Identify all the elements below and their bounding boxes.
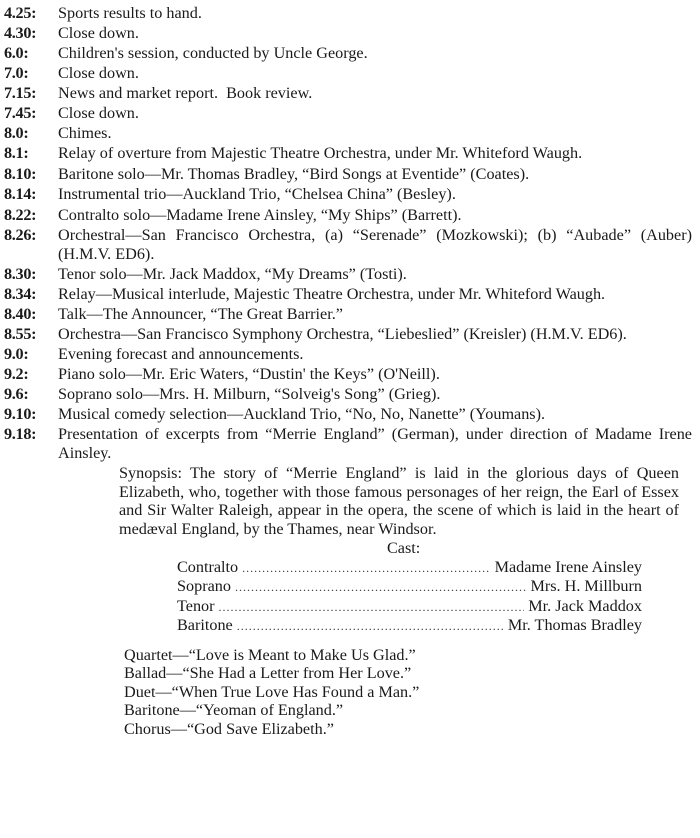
entry-text: News and market report. Book review.: [58, 84, 313, 102]
schedule-entry: [4, 144, 694, 163]
cast-role: Baritone: [177, 616, 233, 634]
schedule-entry: [4, 385, 694, 404]
musical-number: Baritone—“Yeoman of England.”: [124, 701, 344, 719]
musical-number: Duet—“When True Love Has Found a Man.”: [124, 682, 420, 701]
entry-time: 6.0:: [4, 44, 29, 62]
entry-time: 8.26:: [4, 226, 37, 244]
schedule-entry: [4, 325, 694, 344]
schedule-entry: [4, 365, 694, 384]
schedule-entry: [4, 345, 694, 364]
cast-row: [177, 558, 642, 578]
programme-listing: [4, 4, 694, 738]
entry-text: Close down.: [58, 64, 139, 82]
entry-time: 8.14:: [4, 185, 37, 203]
entry-text: Soprano solo—Mrs. H. Milburn, “Solveig's Song” (Grieg).: [58, 384, 441, 403]
schedule-entry: [4, 64, 694, 83]
cast-title: Cast:: [387, 539, 421, 557]
entry-text: Instrumental trio—Auckland Trio, “Chelsea China” (Besley).: [58, 185, 456, 203]
entry-time: 8.22:: [4, 205, 37, 224]
entry-time: 9.2:: [4, 364, 29, 383]
entry-time: 4.30:: [4, 24, 37, 42]
schedule-entry: [4, 206, 694, 225]
entry-text: Orchestra—San Francisco Symphony Orchestra, “Liebeslied” (Kreisler) (H.M.V. ED6).: [58, 324, 627, 343]
leader-dots: [219, 598, 525, 617]
entry-time: 8.34:: [4, 284, 37, 303]
schedule-entry: [4, 185, 694, 204]
schedule-entry: [4, 305, 694, 324]
entry-time: 9.18:: [4, 425, 37, 443]
cast-name: Mrs. H. Millburn: [530, 577, 642, 595]
schedule-entry: [4, 165, 694, 184]
cast-name: Madame Irene Ainsley: [494, 557, 642, 576]
entry-text: Orchestral—San Francisco Orchestra, (a) “Serenade” (Mozkowski); (b) “Aubade” (Auber) (H.M.V. ED6).: [58, 226, 692, 263]
schedule-entry: [4, 285, 694, 304]
entry-time: 8.55:: [4, 324, 37, 343]
entry-time: 7.15:: [4, 84, 37, 102]
entry-text: Close down.: [58, 104, 139, 122]
leader-dots: [235, 578, 527, 597]
entry-time: 8.40:: [4, 304, 37, 323]
schedule-entry: [4, 124, 694, 143]
cast-list: [177, 558, 642, 636]
entry-text: Children's session, conducted by Uncle George.: [58, 44, 368, 62]
musical-number: Quartet—“Love is Meant to Make Us Glad.”: [124, 645, 416, 664]
cast-row: [177, 577, 642, 597]
entry-time: 7.0:: [4, 64, 29, 82]
entry-time: 8.30:: [4, 264, 37, 283]
schedule-entry: [4, 24, 694, 43]
entry-time: 7.45:: [4, 104, 37, 122]
leader-dots: [237, 617, 504, 636]
cast-row: [177, 616, 642, 636]
entry-text: Musical comedy selection—Auckland Trio, “No, No, Nanette” (Youmans).: [58, 404, 546, 423]
entry-text: Piano solo—Mr. Eric Waters, “Dustin' the Keys” (O'Neill).: [58, 364, 440, 383]
entry-time: 9.10:: [4, 404, 37, 423]
schedule-entry: [4, 265, 694, 284]
musical-numbers: [124, 646, 694, 739]
cast-role: Tenor: [177, 596, 215, 615]
cast-row: [177, 597, 642, 617]
entry-text: Chimes.: [58, 124, 112, 142]
entry-text: Evening forecast and announcements.: [58, 344, 304, 363]
entry-text: Talk—The Announcer, “The Great Barrier.”: [58, 304, 343, 323]
entry-time: 9.6:: [4, 384, 29, 403]
schedule-entry: [4, 84, 694, 103]
schedule-entry: [4, 104, 694, 123]
entry-text: Close down.: [58, 24, 139, 42]
cast-name: Mr. Thomas Bradley: [507, 616, 642, 634]
synopsis: Synopsis: The story of “Merrie England” is laid in the glorious days of Queen Elizabeth, who, together with those famous personages of her reign, the Earl of Essex and Sir Walter Raleigh, appear in the opera, the scene of which is laid in the heart of medæval England, by the Thames, near Windsor.: [119, 464, 679, 538]
entry-text: Tenor solo—Mr. Jack Maddox, “My Dreams” (Tosti).: [58, 264, 407, 283]
entry-text: Relay of overture from Majestic Theatre Orchestra, under Mr. Whiteford Waugh.: [58, 144, 583, 162]
schedule-entry: [4, 226, 694, 263]
schedule-entry: [4, 425, 694, 462]
entry-text: Sports results to hand.: [58, 4, 202, 22]
entry-time: 9.0:: [4, 344, 29, 363]
entry-text: Baritone solo—Mr. Thomas Bradley, “Bird Songs at Eventide” (Coates).: [58, 164, 530, 183]
musical-number: Ballad—“She Had a Letter from Her Love.”: [124, 664, 412, 682]
entry-time: 8.0:: [4, 124, 29, 142]
entry-text: Presentation of excerpts from “Merrie England” (German), under direction of Madame Irene Ainsley.: [58, 425, 692, 462]
cast-role: Soprano: [177, 577, 231, 595]
leader-dots: [242, 559, 490, 578]
schedule-entry: [4, 4, 694, 23]
entry-time: 8.1:: [4, 144, 29, 162]
entry-text: Contralto solo—Madame Irene Ainsley, “My Ships” (Barrett).: [58, 205, 462, 224]
schedule-entry: [4, 405, 694, 424]
entry-time: 4.25:: [4, 4, 37, 22]
schedule-entry: [4, 44, 694, 63]
entry-text: Relay—Musical interlude, Majestic Theatre Orchestra, under Mr. Whiteford Waugh.: [58, 284, 606, 303]
musical-number: Chorus—“God Save Elizabeth.”: [124, 719, 334, 738]
entry-time: 8.10:: [4, 164, 37, 183]
cast-name: Mr. Jack Maddox: [528, 596, 642, 615]
cast-role: Contralto: [177, 557, 239, 576]
